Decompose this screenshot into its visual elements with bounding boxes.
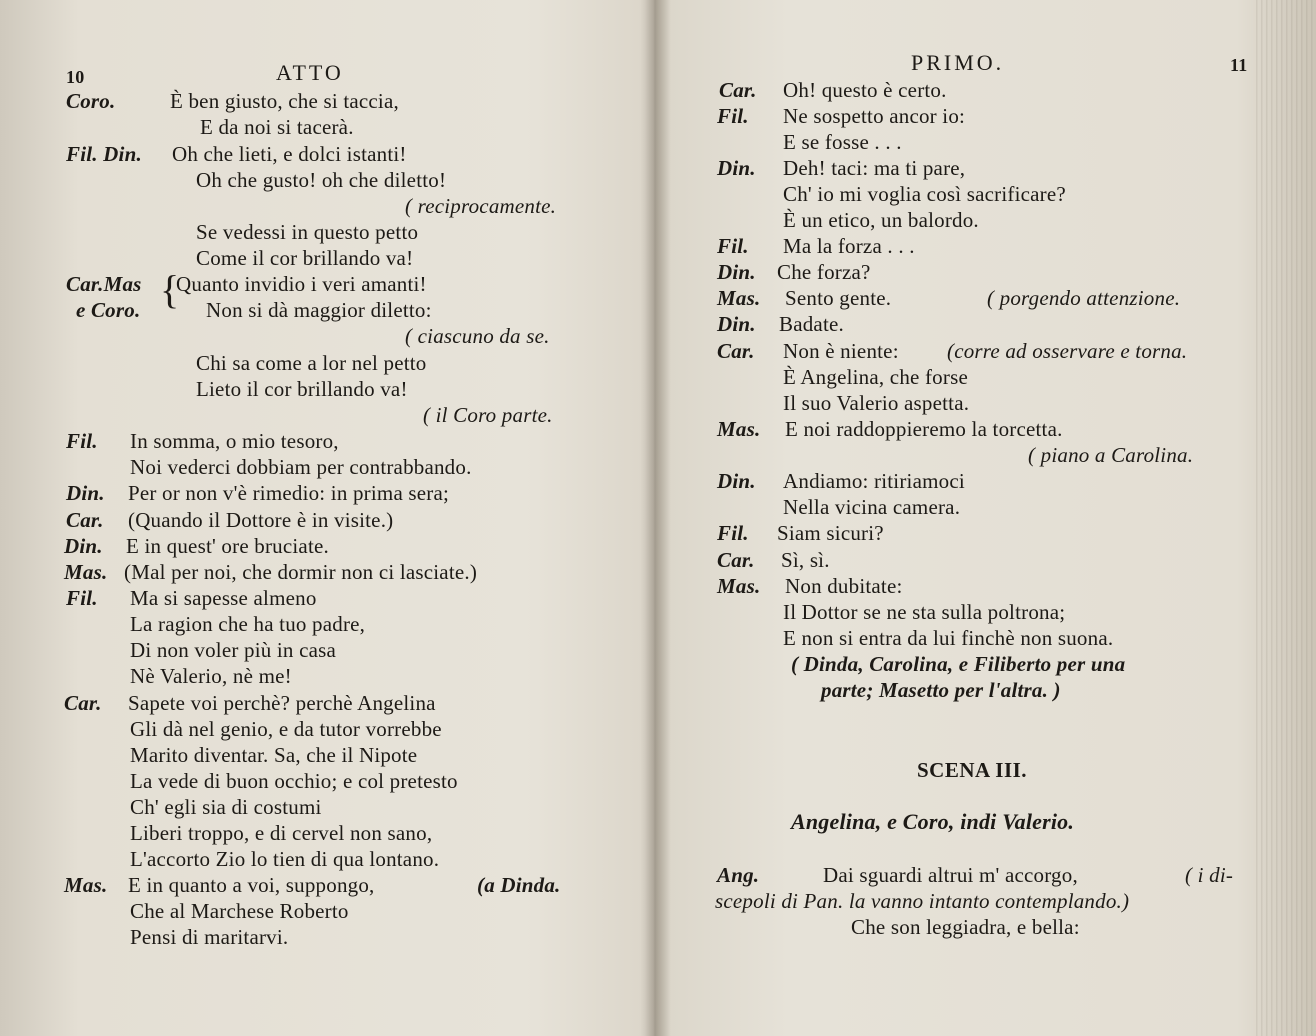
speaker: Din. [717,469,756,493]
verse-line: Nè Valerio, nè me! [130,664,292,688]
verse-line: Il Dottor se ne sta sulla poltrona; [783,600,1066,624]
running-header: PRIMO. [911,50,1005,75]
verse-line: Sì, sì. [781,548,830,572]
verse-line: Di non voler più in casa [130,638,337,662]
stage-direction: (a Dinda. [477,873,561,897]
stage-direction: ( reciprocamente. [405,194,557,218]
verse-line: Sento gente. [785,286,892,310]
verse-line: È Angelina, che forse [783,365,968,389]
verse-line: Ch' egli sia di costumi [130,795,322,819]
page-number: 11 [1230,55,1248,75]
verse-line: E in quest' ore bruciate. [126,534,329,558]
verse-line: Per or non v'è rimedio: in prima sera; [128,481,450,505]
verse-line: Nella vicina camera. [783,495,961,519]
verse-line: Pensi di maritarvi. [130,925,289,949]
speaker: Mas. [64,560,108,584]
verse-line: E da noi si tacerà. [200,115,354,139]
verse-line: Badate. [779,312,844,336]
verse-line: Sapete voi perchè? perchè Angelina [128,691,436,715]
stage-direction: scepoli di Pan. la vanno intanto contemplando.) [715,889,1130,913]
right-page [655,0,1316,1036]
speaker: Mas. [717,286,761,310]
verse-line: Non è niente: [783,339,899,363]
verse-line: Noi vederci dobbiam per contrabbando. [130,455,472,479]
verse-line: L'accorto Zio lo tien di qua lontano. [130,847,440,871]
speaker: Din. [66,481,105,505]
stage-direction: ( ciascuno da se. [405,324,550,348]
speaker: Car. [64,691,102,715]
left-page [0,0,655,1036]
verse-line: Ne sospetto ancor io: [783,104,966,128]
verse-line: In somma, o mio tesoro, [130,429,339,453]
speaker: Car. [719,78,757,102]
speaker: Din. [717,260,756,284]
verse-line: Oh! questo è certo. [783,78,947,102]
verse-line: Siam sicuri? [777,521,884,545]
verse-line: Andiamo: ritiriamoci [783,469,965,493]
verse-line: Liberi troppo, e di cervel non sano, [130,821,433,845]
verse-line: Come il cor brillando va! [196,246,414,270]
verse-line: Se vedessi in questo petto [196,220,419,244]
speaker: Fil. [66,586,98,610]
verse-line: Ma la forza . . . [783,234,915,258]
stage-direction: (corre ad osservare e torna. [947,339,1188,363]
verse-line: (Mal per noi, che dormir non ci lasciate.) [124,560,478,584]
brace: { [160,267,180,312]
verse-line: Marito diventar. Sa, che il Nipote [130,743,418,767]
verse-line: La vede di buon occhio; e col pretesto [130,769,458,793]
speaker: Fil. [717,234,749,258]
page-number: 10 [66,67,85,87]
speaker: Din. [717,156,756,180]
verse-line: Chi sa come a lor nel petto [196,351,427,375]
scene-characters: Angelina, e Coro, indi Valerio. [791,809,1075,834]
verse-line: E non si entra da lui finchè non suona. [783,626,1114,650]
speaker: e Coro. [76,298,141,322]
verse-line: (Quando il Dottore è in visite.) [128,508,394,532]
speaker: Din. [64,534,103,558]
stage-direction: ( piano a Carolina. [1028,443,1194,467]
verse-line: La ragion che ha tuo padre, [130,612,366,636]
speaker: Fil. [717,104,749,128]
stage-direction: parte; Masetto per l'altra. ) [821,678,1061,702]
verse-line: È ben giusto, che si taccia, [170,89,399,113]
verse-line: Che al Marchese Roberto [130,899,349,923]
verse-line: Oh che lieti, e dolci istanti! [172,142,407,166]
verse-line: Il suo Valerio aspetta. [783,391,970,415]
speaker: Din. [717,312,756,336]
verse-line: E in quanto a voi, suppongo, [128,873,375,897]
verse-line: Oh che gusto! oh che diletto! [196,168,447,192]
speaker: Car.Mas [66,272,142,296]
verse-line: Deh! taci: ma ti pare, [783,156,966,180]
speaker: Mas. [717,417,761,441]
stage-direction: ( Dinda, Carolina, e Filiberto per una [791,652,1126,676]
verse-line: Non dubitate: [785,574,903,598]
speaker: Fil. [717,521,749,545]
verse-line: E se fosse . . . [783,130,902,154]
verse-line: Gli dà nel genio, e da tutor vorrebbe [130,717,442,741]
speaker: Mas. [717,574,761,598]
verse-line: E noi raddoppieremo la torcetta. [785,417,1063,441]
scene-title: SCENA III. [917,758,1028,782]
speaker: Fil. [66,429,98,453]
stage-direction: ( il Coro parte. [423,403,553,427]
stage-direction: ( i di- [1185,863,1234,887]
verse-line: Che forza? [777,260,871,284]
speaker: Car. [66,508,104,532]
verse-line: Non si dà maggior diletto: [206,298,432,322]
speaker: Car. [717,339,755,363]
verse-line: Lieto il cor brillando va! [196,377,408,401]
running-header: ATTO [276,60,344,85]
stage-direction: ( porgendo attenzione. [987,286,1181,310]
verse-line: Che son leggiadra, e bella: [851,915,1080,939]
verse-line: Dai sguardi altrui m' accorgo, [823,863,1078,887]
speaker: Fil. Din. [66,142,142,166]
speaker: Coro. [66,89,116,113]
speaker: Car. [717,548,755,572]
verse-line: È un etico, un balordo. [783,208,979,232]
speaker: Mas. [64,873,108,897]
verse-line: Ch' io mi voglia così sacrificare? [783,182,1066,206]
verse-line: Ma si sapesse almeno [130,586,317,610]
speaker: Ang. [717,863,760,887]
verse-line: Quanto invidio i veri amanti! [176,272,427,296]
